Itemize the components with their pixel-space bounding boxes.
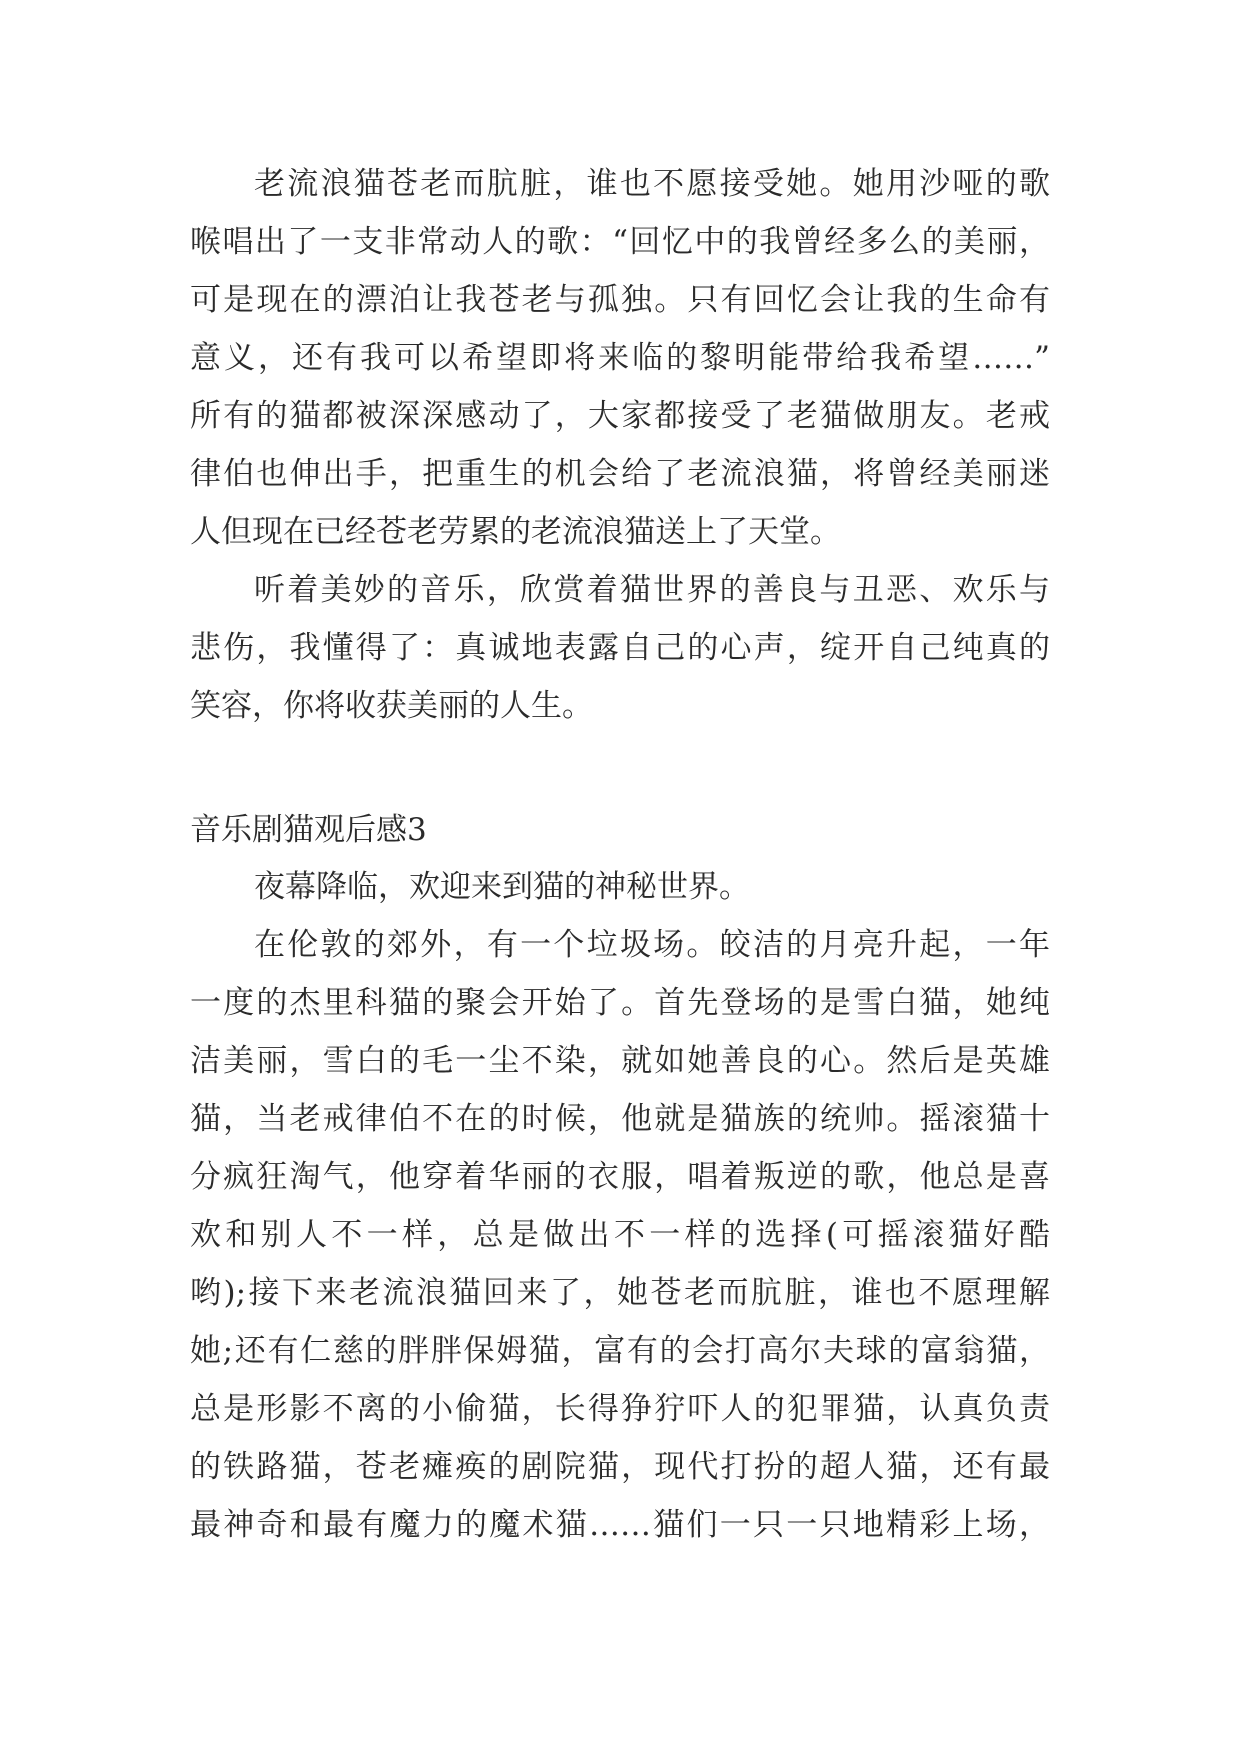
paragraph-london-junkyard (190, 916, 1050, 1554)
paragraph-old-stray-cat (190, 155, 1050, 561)
paragraph-line: 总是形影不离的小偷猫，长得狰狞吓人的犯罪猫，认真负责 (190, 1391, 1050, 1427)
section-heading: 音乐剧猫观后感3 (190, 812, 427, 848)
paragraph-line: 听着美妙的音乐，欣赏着猫世界的善良与丑恶、欢乐与 (254, 572, 1050, 608)
paragraph-line: 她;还有仁慈的胖胖保姆猫，富有的会打高尔夫球的富翁猫， (190, 1333, 1050, 1369)
paragraph-line: 在伦敦的郊外，有一个垃圾场。皎洁的月亮升起，一年 (254, 927, 1050, 963)
paragraph-line: 最神奇和最有魔力的魔术猫……猫们一只一只地精彩上场， (190, 1507, 1050, 1543)
paragraph-line: 所有的猫都被深深感动了，大家都接受了老猫做朋友。老戒 (190, 398, 1050, 434)
paragraph-line: 夜幕降临，欢迎来到猫的神秘世界。 (254, 869, 750, 905)
paragraph-night-falls (190, 858, 1050, 916)
paragraph-line: 笑容，你将收获美丽的人生。 (190, 688, 593, 724)
paragraph-line: 哟);接下来老流浪猫回来了，她苍老而肮脏，谁也不愿理解 (190, 1275, 1050, 1311)
paragraph-line: 律伯也伸出手，把重生的机会给了老流浪猫，将曾经美丽迷 (190, 456, 1050, 492)
paragraph-line: 的铁路猫，苍老瘫痪的剧院猫，现代打扮的超人猫，还有最 (190, 1449, 1050, 1485)
paragraph-line: 老流浪猫苍老而肮脏，谁也不愿接受她。她用沙哑的歌 (254, 166, 1050, 202)
paragraph-line: 欢和别人不一样，总是做出不一样的选择(可摇滚猫好酷 (190, 1217, 1050, 1253)
paragraph-line: 洁美丽，雪白的毛一尘不染，就如她善良的心。然后是英雄 (190, 1043, 1050, 1079)
paragraph-line: 猫，当老戒律伯不在的时候，他就是猫族的统帅。摇滚猫十 (190, 1101, 1050, 1137)
paragraph-conclusion (190, 561, 1050, 735)
paragraph-line: 意义，还有我可以希望即将来临的黎明能带给我希望……” (190, 340, 1050, 376)
paragraph-line: 悲伤，我懂得了：真诚地表露自己的心声，绽开自己纯真的 (190, 630, 1050, 666)
paragraph-line: 喉唱出了一支非常动人的歌：“回忆中的我曾经多么的美丽， (190, 224, 1050, 260)
paragraph-line: 人但现在已经苍老劳累的老流浪猫送上了天堂。 (190, 514, 841, 550)
paragraph-line: 一度的杰里科猫的聚会开始了。首先登场的是雪白猫，她纯 (190, 985, 1050, 1021)
paragraph-line: 可是现在的漂泊让我苍老与孤独。只有回忆会让我的生命有 (190, 282, 1050, 318)
paragraph-line: 分疯狂淘气，他穿着华丽的衣服，唱着叛逆的歌，他总是喜 (190, 1159, 1050, 1195)
